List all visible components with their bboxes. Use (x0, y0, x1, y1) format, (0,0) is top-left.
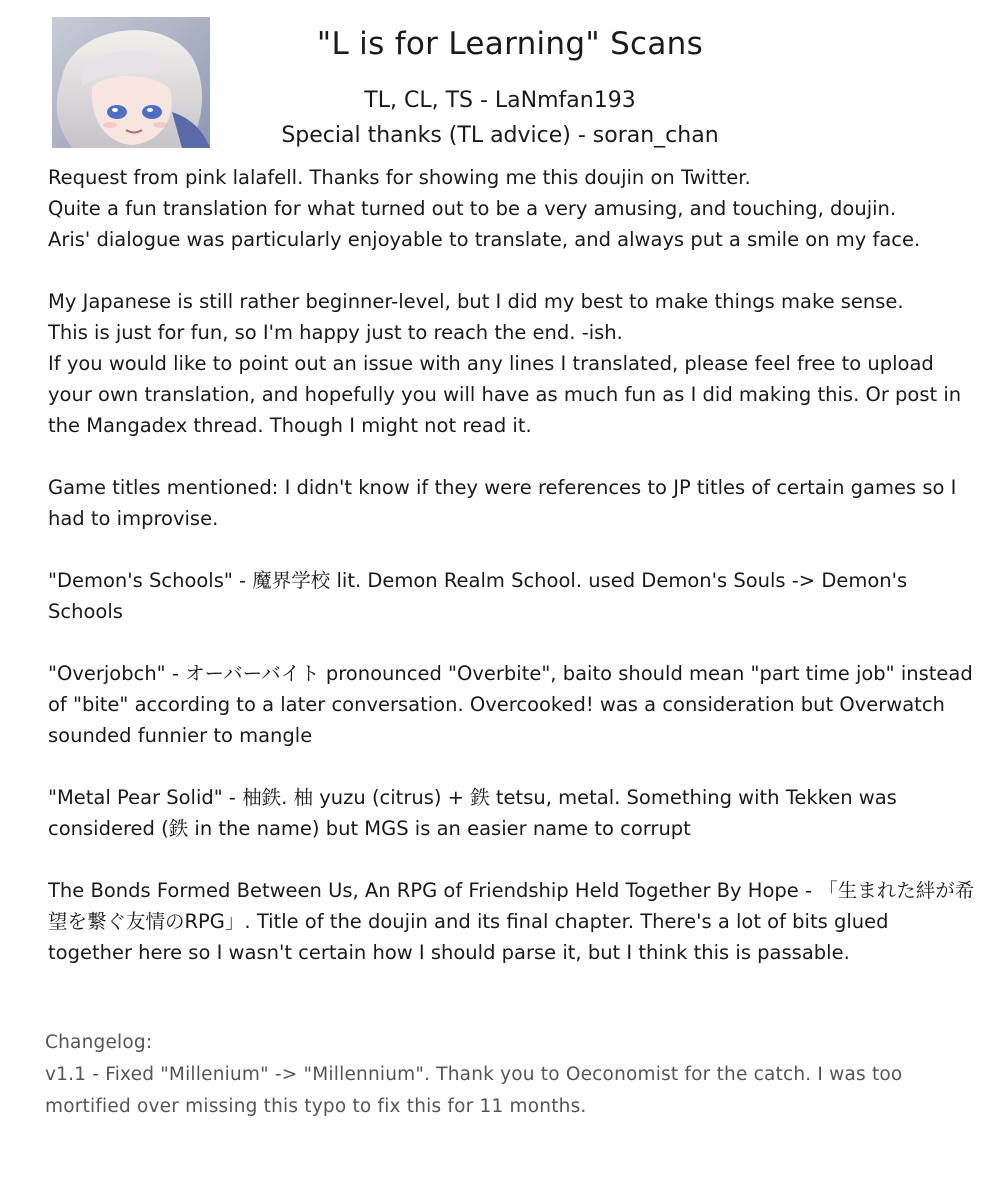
credits-line: TL, CL, TS - LaNmfan193 (364, 88, 636, 113)
avatar-illustration (52, 17, 210, 148)
page-title: "L is for Learning" Scans (316, 26, 704, 62)
avatar (52, 17, 210, 148)
changelog-entry: v1.1 - Fixed "Millenium" -> "Millennium". Thank you to Oeconomist for the catch. I was too mortified over missing this typo to fix this for 11 months. (45, 1064, 903, 1117)
note-paragraph: The Bonds Formed Between Us, An RPG of Friendship Held Together By Hope - 「生まれた絆が希望を繋ぐ友情のRPG」. Title of the doujin and its final chapter. There's a lot of bits glued together here so I wasn't certain how I should parse it, but I think this is passable. (48, 879, 975, 964)
thanks-line: Special thanks (TL advice) - soran_chan (281, 123, 719, 148)
note-paragraph: Game titles mentioned: I didn't know if they were references to JP titles of certain games so I had to improvise. (48, 476, 957, 530)
note-paragraph: "Overjobch" - オーバーバイト pronounced "Overbite", baito should mean "part time job" instead of "bite" according to a later conversation. Overcooked! was a consideration but Overwatch sounded funnier to mangle (48, 662, 973, 747)
note-paragraph: "Demon's Schools" - 魔界学校 lit. Demon Realm School. used Demon's Souls -> Demon's Schools (48, 569, 908, 623)
note-paragraph: My Japanese is still rather beginner-level, but I did my best to make things make sense. This is just for fun, so I'm happy just to reach the end. -ish. If you would like to point out an issue with any lines I translated, please feel free to upload your own translation, and hopefully you will have as much fun as I did making this. Or post in the Mangadex thread. Though I might not read it. (48, 290, 962, 437)
note-paragraph: "Metal Pear Solid" - 柚鉄. 柚 yuzu (citrus) + 鉄 tetsu, metal. Something with Tekken was considered (鉄 in the name) but MGS is an easier name to corrupt (48, 786, 897, 840)
translator-notes (48, 162, 978, 999)
note-paragraph: Request from pink lalafell. Thanks for showing me this doujin on Twitter. Quite a fun translation for what turned out to be a very amusing, and touching, doujin. Aris' dialogue was particularly enjoyable to translate, and always put a smile on my face. (48, 166, 921, 251)
changelog (45, 1027, 975, 1123)
changelog-heading: Changelog: (45, 1032, 153, 1053)
